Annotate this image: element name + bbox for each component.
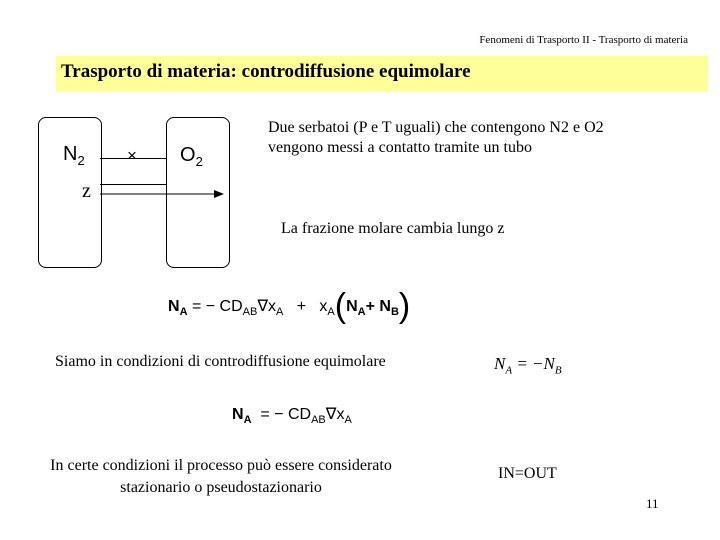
label-z: z	[82, 180, 91, 202]
slide-header: Fenomeni di Trasporto II - Trasporto di materia	[479, 34, 688, 46]
page-number: 11	[646, 496, 659, 511]
cross-mark: ×	[127, 146, 137, 165]
equation-equimolar: $N_A = -N_B$	[494, 354, 562, 377]
frazione-text: La frazione molare cambia lungo z	[281, 220, 505, 237]
label-n2: $N_2$	[63, 143, 85, 168]
description-text: Due serbatoi (P e T uguali) che contengono N2 e O2 vengono messi a contatto tramite un tubo	[268, 119, 604, 156]
tube-bottom-wall	[100, 184, 166, 185]
label-o2: $O_2$	[180, 144, 203, 169]
condizioni-text: Siamo in condizioni di controdiffusione equimolare	[55, 353, 386, 370]
tank-left	[38, 117, 102, 268]
equation-flux-general: $N_A$ = − $CD_{AB}\nabla x_A$ + $x_A(N_A+ N_B)$	[168, 287, 411, 325]
in-out-text: IN=OUT	[498, 465, 557, 482]
stazionario-text: In certe condizioni il processo può essere considerato stazionario o pseudostazionario	[50, 457, 392, 496]
z-axis-arrow	[96, 186, 226, 202]
slide-title: Trasporto di materia: controdiffusione equimolare	[61, 61, 471, 82]
equation-flux-simplified: $N_A$ = − $CD_{AB}\nabla x_A$	[232, 406, 352, 427]
